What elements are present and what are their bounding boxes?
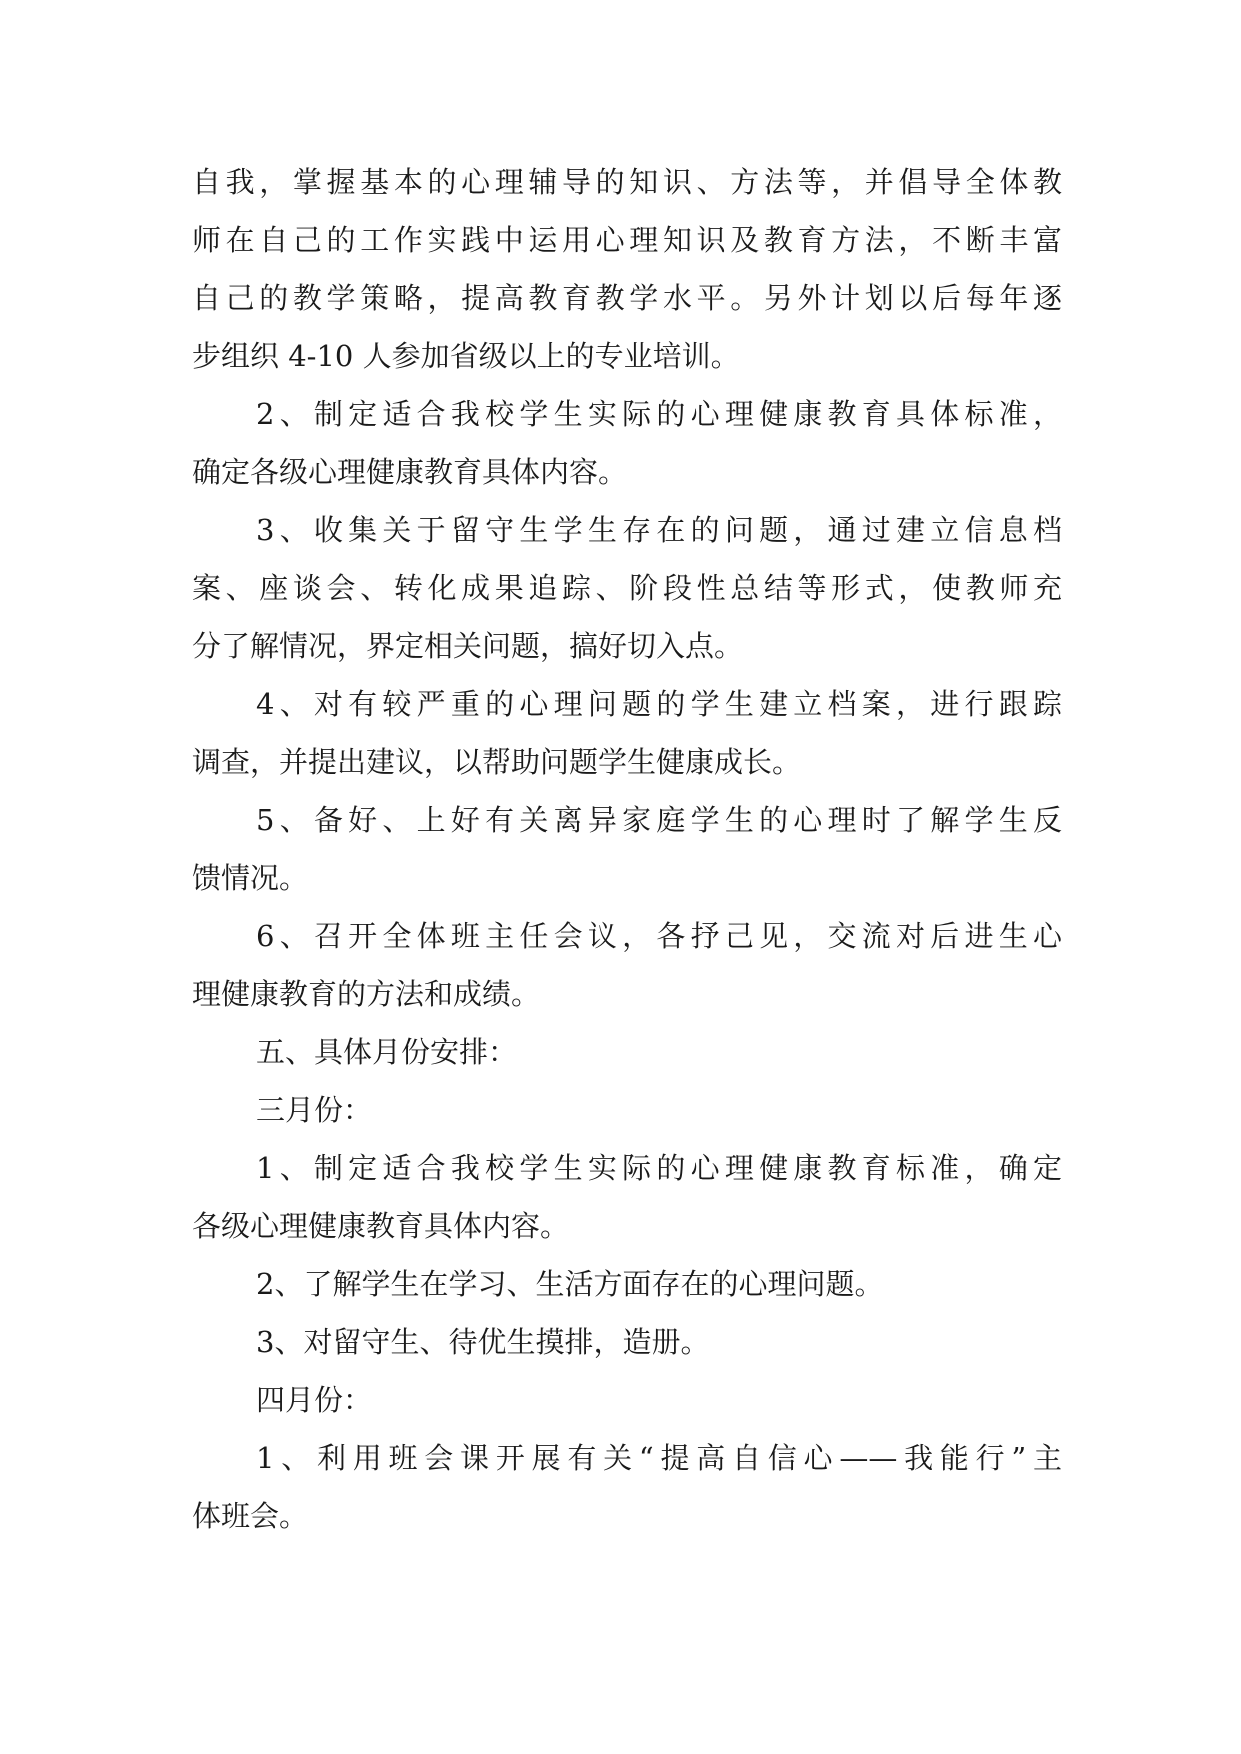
text-line: 体班会。 bbox=[192, 1499, 309, 1533]
section-heading: 五、具体月份安排： bbox=[256, 1035, 518, 1069]
text-line: 自我，掌握基本的心理辅导的知识、方法等，并倡导全体教 bbox=[192, 165, 1062, 199]
text-line: 确定各级心理健康教育具体内容。 bbox=[192, 455, 628, 489]
text-line: 馈情况。 bbox=[192, 861, 309, 895]
list-item-text: 1、利用班会课开展有关“提高自信心——我能行”主 bbox=[256, 1441, 1062, 1475]
list-item-text: 5、备好、上好有关离异家庭学生的心理时了解学生反 bbox=[256, 803, 1062, 837]
text-line: 步组织 4-10 人参加省级以上的专业培训。 bbox=[192, 339, 740, 373]
list-item-text: 6、召开全体班主任会议，各抒己见，交流对后进生心 bbox=[256, 919, 1062, 953]
text-line: 调查，并提出建议，以帮助问题学生健康成长。 bbox=[192, 745, 802, 779]
month-heading: 三月份： bbox=[256, 1093, 373, 1127]
list-item-text: 3、对留守生、待优生摸排，造册。 bbox=[256, 1325, 710, 1359]
list-item-text: 4、对有较严重的心理问题的学生建立档案，进行跟踪 bbox=[256, 687, 1062, 721]
text-line: 各级心理健康教育具体内容。 bbox=[192, 1209, 570, 1243]
list-item-text: 2、制定适合我校学生实际的心理健康教育具体标准， bbox=[256, 397, 1062, 431]
month-heading: 四月份： bbox=[256, 1383, 373, 1417]
text-line: 自己的教学策略，提高教育教学水平。另外计划以后每年逐 bbox=[192, 281, 1062, 315]
text-line: 案、座谈会、转化成果追踪、阶段性总结等形式，使教师充 bbox=[192, 571, 1062, 605]
text-line: 理健康教育的方法和成绩。 bbox=[192, 977, 541, 1011]
list-item-text: 2、了解学生在学习、生活方面存在的心理问题。 bbox=[256, 1267, 884, 1301]
text-line: 师在自己的工作实践中运用心理知识及教育方法，不断丰富 bbox=[192, 223, 1062, 257]
list-item-text: 3、收集关于留守生学生存在的问题，通过建立信息档 bbox=[256, 513, 1062, 547]
text-line: 分了解情况，界定相关问题，搞好切入点。 bbox=[192, 629, 744, 663]
list-item-text: 1、制定适合我校学生实际的心理健康教育标准，确定 bbox=[256, 1151, 1062, 1185]
